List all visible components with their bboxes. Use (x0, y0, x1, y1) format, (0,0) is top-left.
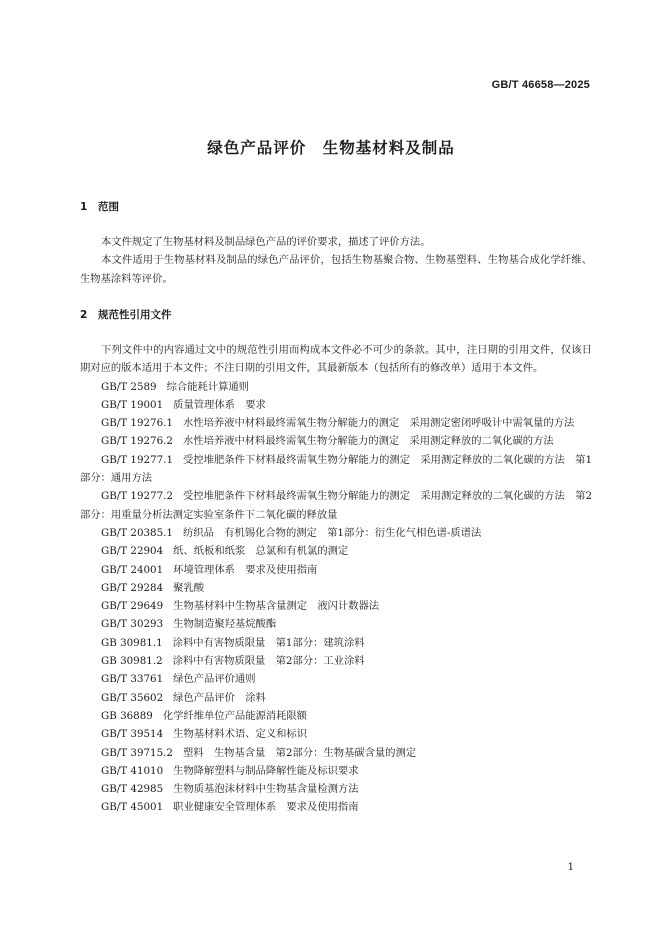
reference-item (80, 707, 592, 725)
reference-code: GB/T 45001 (101, 801, 164, 814)
reference-item (80, 396, 592, 414)
reference-title: 水性培养液中材料最终需氧生物分解能力的测定 采用测定释放的二氧化碳的方法 (182, 435, 554, 448)
section-1-title: 范围 (98, 201, 119, 213)
section-1-heading (80, 199, 119, 214)
section-2-intro-paragraph: 下列文件中的内容通过文中的规范性引用而构成本文件必不可少的条款。其中，注日期的引用文件，仅该日期对应的版本适用于本文件；不注日期的引用文件，其最新版本（包括所有的修改单）适用于本文件。 (80, 344, 592, 375)
reference-title: 涂料中有害物质限量 第1部分：建筑涂料 (172, 636, 365, 649)
reference-item (80, 744, 592, 762)
reference-title: 受控堆肥条件下材料最终需氧生物分解能力的测定 采用测定释放的二氧化碳的方法 第1部分：通用方法 (80, 453, 592, 485)
reference-item (80, 487, 592, 524)
reference-code: GB/T 35602 (101, 691, 164, 704)
reference-code: GB 36889 (101, 709, 153, 722)
reference-item (80, 798, 592, 816)
reference-item (80, 579, 592, 597)
section-1-paragraph: 本文件适用于生物基材料及制品的绿色产品评价，包括生物基聚合物、生物基塑料、生物基合成化学纤维、生物基涂料等评价。 (80, 254, 592, 285)
reference-code: GB/T 2589 (101, 380, 157, 393)
section-1-number: 1 (80, 201, 88, 213)
reference-title: 生物基材料中生物基含量测定 液闪计数器法 (173, 600, 380, 613)
reference-item (80, 762, 592, 780)
reference-code: GB/T 19277.1 (101, 453, 174, 466)
reference-item (80, 451, 592, 488)
reference-code: GB/T 33761 (101, 673, 164, 686)
reference-item (80, 597, 592, 615)
reference-title: 生物降解塑料与制品降解性能及标识要求 (173, 764, 359, 777)
reference-code: GB/T 22904 (101, 545, 164, 558)
reference-item (80, 780, 592, 798)
reference-title: 化学纤维单位产品能源消耗限额 (162, 709, 307, 722)
section-2-body (80, 341, 592, 817)
reference-item (80, 670, 592, 688)
reference-title: 纸、纸板和纸浆 总氯和有机氯的测定 (173, 545, 349, 558)
section-1-body (80, 233, 592, 288)
reference-code: GB/T 29649 (101, 600, 164, 613)
reference-item (80, 378, 592, 396)
reference-item (80, 652, 592, 670)
reference-code: GB/T 20385.1 (101, 526, 173, 539)
reference-item (80, 689, 592, 707)
reference-code: GB/T 41010 (101, 764, 164, 777)
reference-item (80, 725, 592, 743)
reference-title: 纺织品 有机锡化合物的测定 第1部分：衍生化气相色谱-质谱法 (182, 526, 482, 539)
reference-code: GB/T 19277.2 (101, 490, 174, 503)
reference-title: 环境管理体系 要求及使用指南 (173, 563, 318, 576)
reference-code: GB/T 29284 (101, 581, 164, 594)
reference-title: 塑料 生物基含量 第2部分：生物基碳含量的测定 (182, 746, 417, 759)
reference-item (80, 524, 592, 542)
reference-title: 涂料中有害物质限量 第2部分：工业涂料 (172, 655, 365, 668)
section-2-title: 规范性引用文件 (98, 309, 172, 321)
reference-title: 水性培养液中材料最终需氧生物分解能力的测定 采用测定密闭呼吸计中需氧量的方法 (182, 417, 575, 430)
section-2-number: 2 (80, 309, 88, 321)
reference-code: GB/T 39715.2 (101, 746, 173, 759)
reference-code: GB 30981.1 (101, 636, 163, 649)
reference-code: GB/T 19276.1 (101, 417, 173, 430)
standard-code: GB/T 46658—2025 (491, 79, 590, 91)
reference-code: GB/T 19276.2 (101, 435, 173, 448)
reference-code: GB/T 19001 (101, 398, 164, 411)
reference-item (80, 615, 592, 633)
section-1-paragraph: 本文件规定了生物基材料及制品绿色产品的评价要求，描述了评价方法。 (101, 236, 431, 248)
reference-code: GB/T 39514 (101, 728, 164, 741)
reference-code: GB/T 24001 (101, 563, 164, 576)
reference-code: GB 30981.2 (101, 655, 163, 668)
reference-item (80, 432, 592, 450)
reference-title: 质量管理体系 要求 (173, 398, 266, 411)
reference-title: 生物质基泡沫材料中生物基含量检测方法 (173, 783, 359, 796)
normative-reference-list (80, 378, 592, 817)
document-title: 绿色产品评价 生物基材料及制品 (207, 139, 455, 157)
page-number: 1 (567, 862, 574, 873)
reference-code: GB/T 30293 (101, 618, 164, 631)
reference-item (80, 634, 592, 652)
reference-code: GB/T 42985 (101, 783, 164, 796)
reference-item (80, 561, 592, 579)
reference-title: 聚乳酸 (173, 581, 205, 594)
reference-title: 生物基材料术语、定义和标识 (173, 728, 308, 741)
reference-item (80, 414, 592, 432)
reference-title: 职业健康安全管理体系 要求及使用指南 (173, 801, 359, 814)
reference-item (80, 542, 592, 560)
reference-title: 综合能耗计算通则 (166, 380, 249, 393)
reference-title: 生物制造聚羟基烷酸酯 (173, 618, 277, 631)
section-2-heading (80, 307, 172, 322)
reference-title: 绿色产品评价 涂料 (173, 691, 266, 704)
reference-title: 受控堆肥条件下材料最终需氧生物分解能力的测定 采用测定释放的二氧化碳的方法 第2部分：用重量分析法测定实验室条件下二氧化碳的释放量 (80, 490, 592, 521)
reference-title: 绿色产品评价通则 (173, 673, 256, 686)
